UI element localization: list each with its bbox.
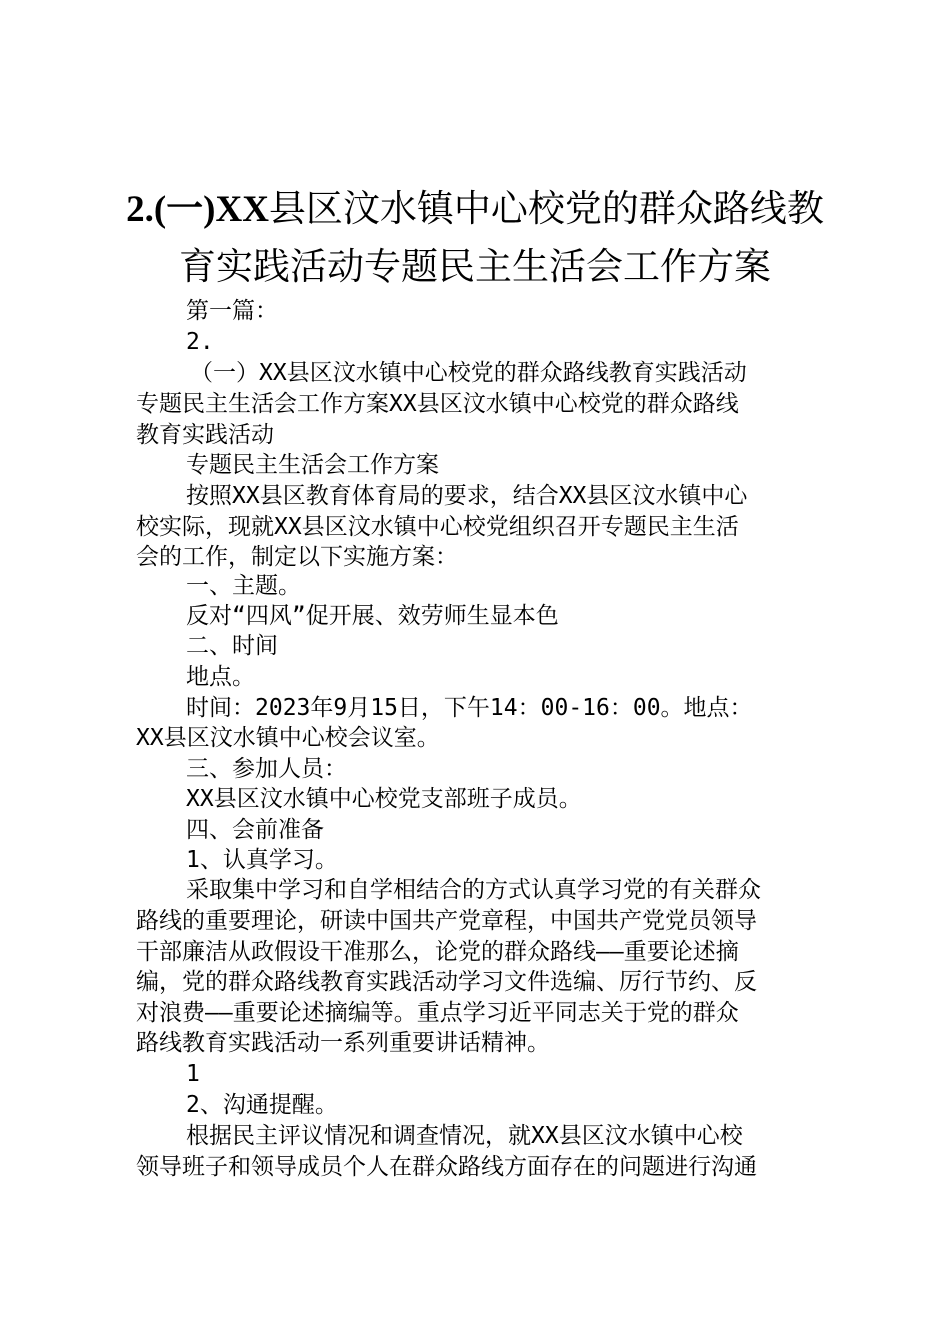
text-line: 1、认真学习。: [186, 847, 338, 873]
document-title-line-1: [120, 180, 830, 239]
text-line: （一）XX县区汶水镇中心校党的群众路线教育实践活动: [190, 360, 747, 386]
text-line: 三、参加人员：: [186, 756, 347, 782]
text-line: 根据民主评议情况和调查情况，就XX县区汶水镇中心校: [186, 1123, 743, 1149]
text-line: 第一篇：: [186, 298, 278, 324]
text-line: 路线教育实践活动一系列重要讲话精神。: [136, 1030, 550, 1056]
text-line: 地点。: [186, 664, 255, 690]
text-line: 编，党的群众路线教育实践活动学习文件选编、厉行节约、反: [136, 969, 757, 995]
text-line: 反对“四风”促开展、效劳师生显本色: [186, 603, 559, 629]
text-line: 二、时间: [186, 633, 278, 659]
text-line: XX县区汶水镇中心校党支部班子成员。: [186, 786, 582, 812]
title-bold-prefix: 2.(一)XX: [126, 189, 269, 230]
text-line: XX县区汶水镇中心校会议室。: [136, 725, 440, 751]
text-line: 按照XX县区教育体育局的要求，结合XX县区汶水镇中心: [186, 483, 748, 509]
text-line: 2.: [186, 329, 214, 355]
title-line-1-text: 县区汶水镇中心校党的群众路线教: [268, 187, 824, 230]
text-line: 四、会前准备: [186, 817, 324, 843]
text-line: 专题民主生活会工作方案: [186, 452, 439, 478]
text-line: 对浪费——重要论述摘编等。重点学习近平同志关于党的群众: [136, 1000, 739, 1026]
text-line: 会的工作，制定以下实施方案：: [136, 544, 458, 570]
document-title-line-2: 育实践活动专题民主生活会工作方案: [179, 245, 771, 288]
text-line: 采取集中学习和自学相结合的方式认真学习党的有关群众: [186, 877, 761, 903]
text-line: 干部廉洁从政假设干准那么，论党的群众路线——重要论述摘: [136, 939, 739, 965]
text-line: 教育实践活动: [136, 422, 274, 448]
text-line: 时间：2023年9月15日，下午14：00-16：00。地点：: [186, 695, 753, 721]
text-line: 一、主题。: [186, 573, 301, 599]
page-number: 1: [186, 1061, 200, 1087]
text-line: 2、沟通提醒。: [186, 1092, 338, 1118]
text-line: 路线的重要理论，研读中国共产党章程，中国共产党党员领导: [136, 908, 757, 934]
text-line: 校实际，现就XX县区汶水镇中心校党组织召开专题民主生活: [136, 514, 739, 540]
text-line: 专题民主生活会工作方案XX县区汶水镇中心校党的群众路线: [136, 391, 739, 417]
text-line: 领导班子和领导成员个人在群众路线方面存在的问题进行沟通: [136, 1154, 757, 1180]
